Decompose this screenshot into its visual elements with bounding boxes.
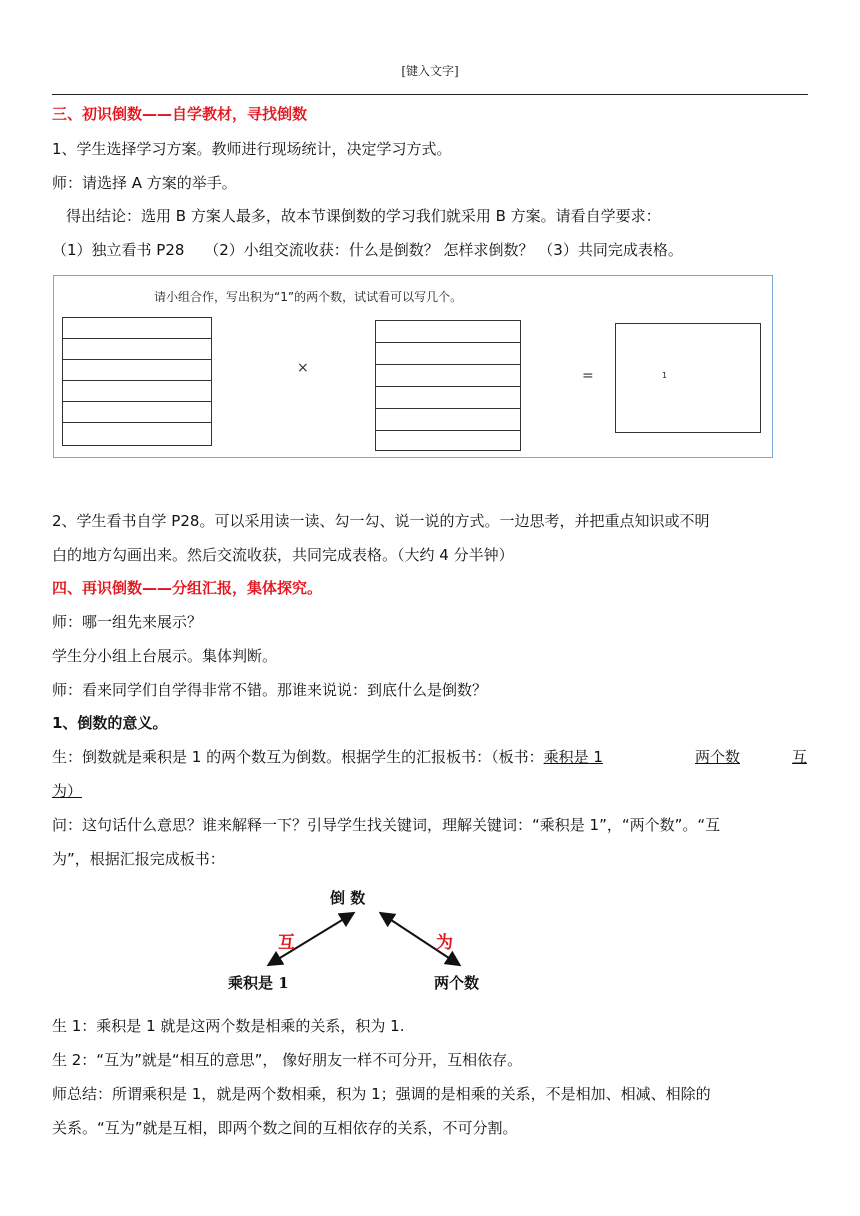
- table-row: [63, 423, 211, 444]
- product-box: [615, 323, 761, 433]
- figure-instruction: 请小组合作，写出积为“1”的两个数，试试看可以写几个。: [154, 290, 463, 304]
- section3-paragraph-3: 得出结论：选用 B 方案人最多，故本节课倒数的学习我们就采用 B 方案。请看自学要求：: [66, 207, 661, 225]
- multiplication-table-figure: [53, 275, 773, 458]
- teacher-summary-line1: 师总结：所谓乘积是 1，就是两个数相乘，积为 1；强调的是相乘的关系，不是相加、相减、相除的: [52, 1085, 711, 1103]
- table-row: [376, 409, 520, 431]
- table-row: [376, 431, 520, 452]
- table-row: [376, 321, 520, 343]
- product-value: 1: [662, 371, 668, 380]
- subheading-meaning: 1、倒数的意义。: [52, 714, 168, 732]
- section4-paragraph-2: 学生分小组上台展示。集体判断。: [52, 647, 278, 665]
- section4-paragraph-4: [52, 747, 808, 767]
- student-1-answer: 生 1：乘积是 1 就是这两个数是相乘的关系，积为 1.: [52, 1017, 405, 1035]
- student-2-answer: 生 2：“互为”就是“相互的意思”， 像好朋友一样不可分开，互相依存。: [52, 1051, 523, 1069]
- section4-paragraph-5-line1: 问：这句话什么意思？谁来解释一下？引导学生找关键词，理解关键词：“乘积是 1”，“两个数”。“互: [52, 816, 721, 834]
- section4-title: 四、再识倒数——分组汇报，集体探究。: [52, 579, 323, 597]
- reciprocal-board-diagram: [222, 882, 522, 997]
- board-keyword-1: 乘积是 1: [543, 748, 603, 766]
- board-keyword-2: 两个数: [695, 748, 741, 766]
- section4-paragraph-5-line2: 为”，根据汇报完成板书：: [52, 850, 225, 868]
- board-keyword-3b: 为）: [52, 782, 83, 800]
- section3-paragraph-4: （1）独立看书 P28 （2）小组交流收获：什么是倒数？ 怎样求倒数？ （3）共同完成表格。: [52, 241, 683, 259]
- table-row: [376, 365, 520, 387]
- left-factor-table: [62, 317, 212, 446]
- header-rule: [52, 94, 808, 95]
- diagram-right-red-label: 为: [436, 933, 453, 953]
- section3-paragraph-1: 1、学生选择学习方案。教师进行现场统计，决定学习方式。: [52, 140, 452, 158]
- teacher-summary-line2: 关系。“互为”就是互相，即两个数之间的互相依存的关系，不可分割。: [52, 1119, 518, 1137]
- section3-title: 三、初识倒数——自学教材，寻找倒数: [52, 105, 308, 123]
- section4-paragraph-3: 师：看来同学们自学得非常不错。那谁来说说：到底什么是倒数？: [52, 681, 488, 699]
- equals-sign: =: [582, 368, 594, 384]
- board-keyword-3a: 互: [792, 748, 808, 766]
- section3-paragraph-5-line1: 2、学生看书自学 P28。可以采用读一读、勾一勾、说一说的方式。一边思考，并把重点知识或不明: [52, 512, 710, 530]
- table-row: [63, 318, 211, 339]
- times-sign: ×: [297, 360, 309, 376]
- section4-paragraph-1: 师：哪一组先来展示？: [52, 613, 203, 631]
- section3-paragraph-5-line2: 白的地方勾画出来。然后交流收获，共同完成表格。（大约 4 分半钟）: [52, 546, 514, 564]
- table-row: [63, 339, 211, 360]
- table-row: [63, 402, 211, 423]
- diagram-bottom-right-label: 两个数: [434, 974, 480, 992]
- table-row: [63, 381, 211, 402]
- diagram-left-red-label: 互: [278, 933, 295, 953]
- section4-paragraph-4-cont: [52, 781, 808, 801]
- page-header: [键入文字]: [401, 64, 459, 78]
- section3-paragraph-2: 师：请选择 A 方案的举手。: [52, 174, 237, 192]
- table-row: [376, 387, 520, 409]
- diagram-bottom-left-label: 乘积是 1: [228, 974, 289, 992]
- right-factor-table: [375, 320, 521, 451]
- table-row: [63, 360, 211, 381]
- table-row: [376, 343, 520, 365]
- diagram-top-label: 倒 数: [330, 889, 366, 907]
- answer-text: 生：倒数就是乘积是 1 的两个数互为倒数。根据学生的汇报板书：（板书：: [52, 748, 544, 766]
